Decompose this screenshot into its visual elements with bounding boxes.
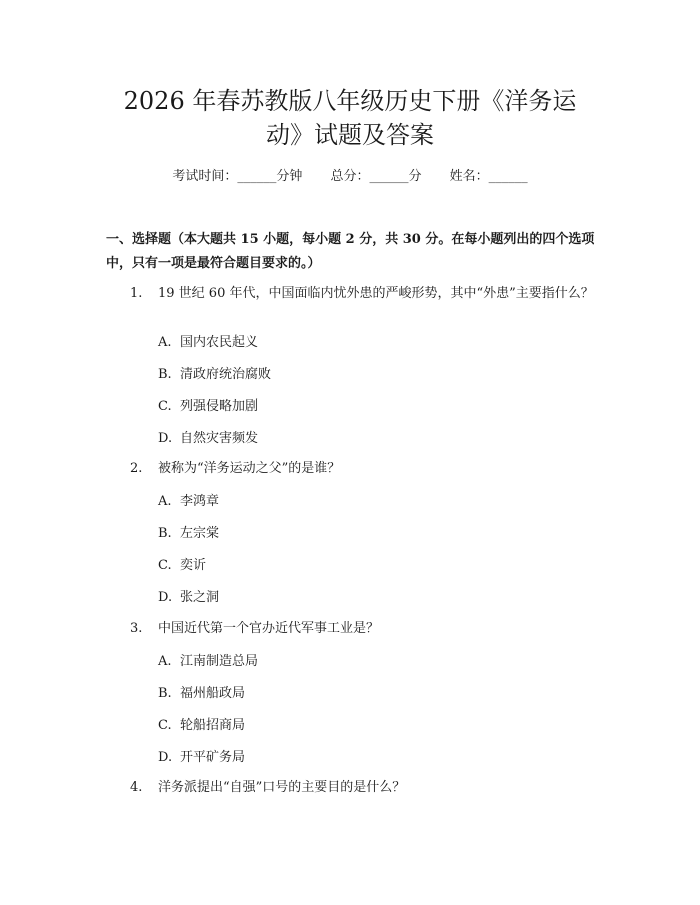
exam-meta [0, 167, 700, 187]
question-4 [106, 776, 606, 800]
option-letter: A. [158, 335, 172, 350]
option-3a [158, 652, 258, 672]
option-letter: A. [158, 494, 172, 509]
option-text: 奕䜣 [180, 558, 207, 573]
question-text: 洋务派提出“自强”口号的主要目的是什么？ [158, 780, 406, 795]
option-text: 江南制造总局 [180, 654, 259, 669]
option-text: 开平矿务局 [180, 750, 246, 765]
option-3c [158, 716, 245, 736]
option-letter: B. [158, 686, 172, 701]
question-text: 19 世纪 60 年代，中国面临内忧外患的严峻形势，其中“外患”主要指什么？ [158, 286, 594, 301]
option-2d [158, 588, 219, 608]
option-2a [158, 492, 219, 512]
page-title-line-1: 2026 年春苏教版八年级历史下册《洋务运 [123, 87, 577, 115]
option-1c [158, 397, 258, 417]
total-score-field: 总分：______分 [330, 169, 422, 184]
question-text: 被称为“洋务运动之父”的是谁？ [158, 461, 341, 476]
option-1b [158, 365, 271, 385]
page-title-line-2: 动》试题及答案 [266, 121, 434, 149]
option-letter: C. [158, 558, 172, 573]
option-letter: D. [158, 590, 173, 605]
option-letter: C. [158, 399, 172, 414]
option-3b [158, 684, 245, 704]
option-letter: B. [158, 526, 172, 541]
option-2b [158, 524, 219, 544]
question-2 [106, 457, 606, 481]
question-1 [106, 282, 606, 306]
question-number: 3. [130, 621, 143, 636]
question-number: 4. [130, 780, 143, 795]
option-text: 福州船政局 [180, 686, 246, 701]
option-text: 轮船招商局 [180, 718, 246, 733]
option-text: 自然灾害频发 [180, 431, 259, 446]
option-text: 清政府统治腐败 [180, 367, 272, 382]
question-number: 1. [130, 286, 143, 301]
exam-time-field: 考试时间：______分钟 [172, 169, 303, 184]
question-text: 中国近代第一个官办近代军事工业是？ [158, 621, 380, 636]
option-letter: D. [158, 431, 173, 446]
question-number: 2. [130, 461, 143, 476]
option-text: 列强侵略加剧 [180, 399, 259, 414]
option-text: 张之洞 [180, 590, 220, 605]
option-text: 左宗棠 [180, 526, 220, 541]
option-letter: D. [158, 750, 173, 765]
option-1d [158, 429, 258, 449]
option-3d [158, 748, 245, 768]
option-2c [158, 556, 206, 576]
section-heading: 一、选择题（本大题共 15 小题，每小题 2 分，共 30 分。在每小题列出的四个选项中，只有一项是最符合题目要求的。） [106, 232, 595, 271]
option-text: 国内农民起义 [180, 335, 259, 350]
option-letter: A. [158, 654, 172, 669]
option-letter: C. [158, 718, 172, 733]
question-3 [106, 617, 606, 641]
option-text: 李鸿章 [180, 494, 220, 509]
student-name-field: 姓名：______ [449, 169, 528, 184]
option-letter: B. [158, 367, 172, 382]
option-1a [158, 333, 258, 353]
